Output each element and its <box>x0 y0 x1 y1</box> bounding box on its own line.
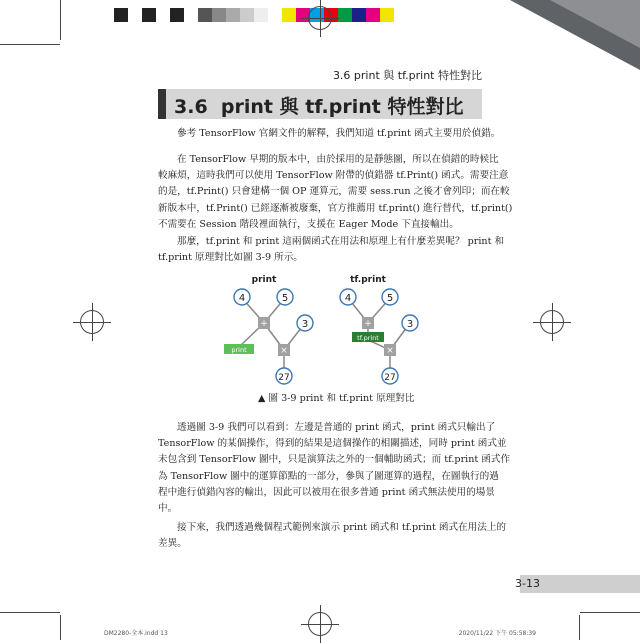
text-line: 為 TensorFlow 圖中的運算節點的一部分，參與了圖運算的過程，在圖執行的過 <box>158 470 499 482</box>
text-line: 不需要在 Session 階段裡面執行，支援在 Eager Mode 下直接輸出。 <box>158 218 459 230</box>
text-line: 程中進行偵錯內容的輸出，因此可以被用在很多普通 print 函式無法使用的場景 <box>158 486 495 498</box>
paragraph-1 <box>158 126 501 142</box>
node-label: 27 <box>384 373 396 383</box>
op-label: + <box>260 319 268 329</box>
crop-mark <box>580 612 640 613</box>
paragraph-4 <box>158 420 511 517</box>
crop-mark <box>0 612 60 613</box>
color-swatch <box>184 8 198 22</box>
color-swatch <box>198 8 212 22</box>
text-line: 透過圖 3-9 我們可以看到：左邊是普通的 print 函式，print 函式只輸出了 <box>177 422 496 433</box>
color-swatch <box>170 8 184 22</box>
crop-mark <box>60 615 61 640</box>
op-label: + <box>364 319 372 329</box>
color-swatch <box>282 8 296 22</box>
text-line: 新版本中，tf.Print() 已經逐漸被廢棄，官方推薦用 tf.print() 進行替代，tf.print() <box>158 202 513 214</box>
color-swatch <box>268 8 282 22</box>
node-label: 27 <box>278 373 290 383</box>
color-swatch <box>338 8 352 22</box>
color-swatch <box>254 8 268 22</box>
section-title <box>174 92 463 119</box>
text-line: 在 TensorFlow 早期的版本中，由於採用的是靜態圖，所以在偵錯的時候比 <box>177 154 499 165</box>
right-graph <box>340 289 418 384</box>
text-line: 未包含到 TensorFlow 圖中，只是演算法之外的一個輔助函式；而 tf.print 函式作 <box>158 454 511 466</box>
node-label: 4 <box>238 293 246 304</box>
registration-mark <box>308 6 332 30</box>
page-number: 3-13 <box>515 577 540 590</box>
registration-mark <box>540 310 564 334</box>
node-label: 4 <box>344 293 352 304</box>
node-label: 3 <box>301 319 309 330</box>
node-label: 3 <box>406 319 414 330</box>
crop-mark <box>579 615 580 640</box>
text-line: 接下來，我們透過幾個程式範例來演示 print 函式和 tf.print 函式在用法上的 <box>177 522 507 533</box>
print-slug-file: DM2280-全本.indd 13 <box>104 630 168 637</box>
corner-decoration <box>550 0 640 48</box>
paragraph-5 <box>158 520 507 552</box>
color-swatch <box>114 8 128 22</box>
text-line: TensorFlow 的某個操作，得到的結果是這個操作的相關描述，同時 print 函式並 <box>158 438 507 450</box>
text-line: 那麼，tf.print 和 print 這兩個函式在用法和原理上有什麼差異呢？ print 和 <box>177 236 505 247</box>
color-swatch <box>240 8 254 22</box>
op-label: × <box>280 346 288 356</box>
crop-mark <box>0 44 60 45</box>
section-accent <box>158 89 166 119</box>
text-line: 中。 <box>158 503 178 515</box>
section-heading <box>158 89 482 119</box>
right-title: tf.print <box>350 275 386 285</box>
color-swatch <box>212 8 226 22</box>
figure-diagram <box>180 268 470 388</box>
text-line: 差異。 <box>158 538 187 550</box>
figure-3-9 <box>180 268 470 388</box>
color-swatch <box>380 8 394 22</box>
text-line: 參考 TensorFlow 官網文件的解釋，我們知道 tf.print 函式主要用於偵錯。 <box>177 128 501 139</box>
registration-mark <box>80 310 104 334</box>
section-title-text: print 與 tf.print 特性對比 <box>220 96 464 118</box>
node-label: 5 <box>281 293 289 304</box>
color-swatch <box>226 8 240 22</box>
tfprint-tag-label: tf.print <box>357 334 379 342</box>
paragraph-2 <box>158 152 513 233</box>
registration-mark <box>308 612 332 636</box>
paragraph-3 <box>158 234 505 266</box>
color-calibration-bar <box>114 8 394 22</box>
text-line: tf.print 原理對比如圖 3-9 所示。 <box>158 252 303 264</box>
node-label: 5 <box>386 293 394 304</box>
print-tag-label: print <box>231 346 247 354</box>
color-swatch <box>366 8 380 22</box>
left-title: print <box>251 275 277 285</box>
color-swatch <box>156 8 170 22</box>
color-swatch <box>352 8 366 22</box>
op-label: × <box>386 346 394 356</box>
left-graph <box>224 289 313 384</box>
color-swatch <box>142 8 156 22</box>
color-swatch <box>128 8 142 22</box>
crop-mark <box>60 0 61 40</box>
print-slug-date: 2020/11/22 下午 05:58:39 <box>458 630 536 637</box>
text-line: 的是，tf.Print() 只會建構一個 OP 運算元，需要 sess.run 之後才會列印；而在較 <box>158 186 510 198</box>
section-number: 3.6 <box>174 96 208 118</box>
running-head: 3.6 print 與 tf.print 特性對比 <box>332 69 482 82</box>
figure-caption: ▲ 圖 3-9 print 和 tf.print 原理對比 <box>258 393 415 404</box>
text-line: 較麻煩，這時我們可以使用 TensorFlow 附帶的偵錯器 tf.Print() 函式。需要注意 <box>158 170 509 182</box>
